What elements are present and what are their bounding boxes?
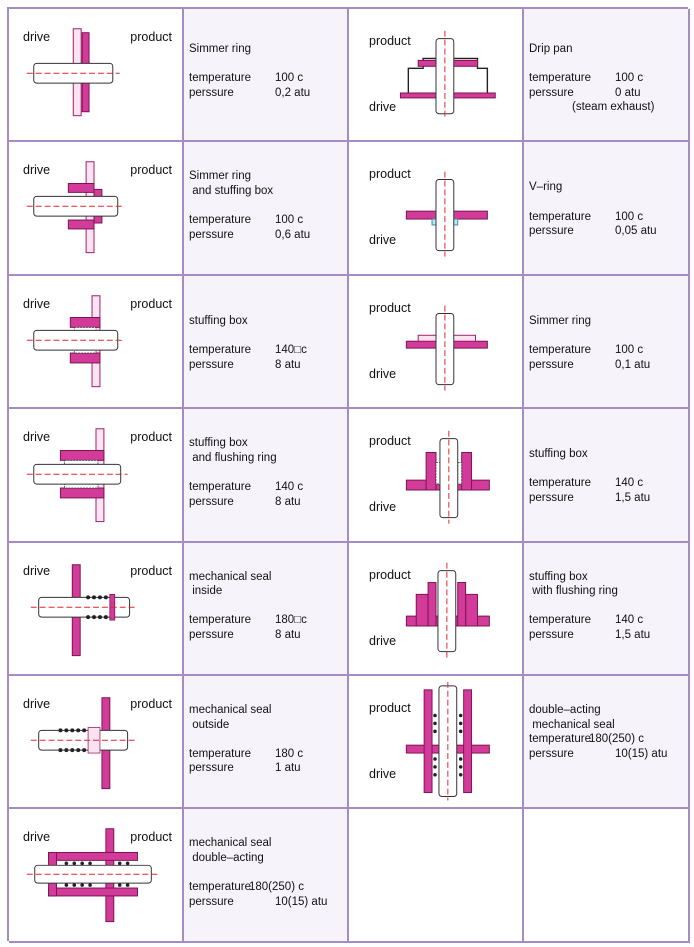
seal-title: Simmer ring and stuffing box [189, 170, 274, 197]
pressure-value: 1,5 atu [615, 628, 651, 641]
product-label: product [369, 567, 411, 582]
drive-label: drive [23, 30, 51, 44]
temperature-label: temperature [529, 477, 592, 490]
seal-info-stuffing-box [184, 276, 349, 409]
drawing-double-acting-mechanical-seal [349, 676, 524, 809]
drive-label: drive [369, 233, 397, 248]
temperature-value: 140 c [275, 480, 304, 493]
drive-label: drive [369, 100, 397, 114]
seal-info-stuffing-box-vertical [524, 409, 690, 542]
pressure-label: perssure [189, 628, 234, 641]
temperature-value: 180□c [275, 614, 307, 627]
drive-label: drive [369, 766, 397, 781]
pressure-label: perssure [189, 86, 234, 99]
temperature-label: temperature [529, 614, 592, 627]
pressure-value: 0,05 atu [615, 225, 657, 238]
seal-info-double-acting-mechanical-seal [524, 676, 690, 809]
empty-cell [524, 809, 690, 942]
product-label: product [369, 700, 411, 715]
seal-title: stuffing box with flushing ring [529, 570, 618, 598]
pressure-label: perssure [529, 628, 574, 641]
pressure-value: 10(15) atu [275, 895, 328, 908]
temperature-value: 140 c [615, 614, 644, 627]
pressure-label: perssure [189, 358, 234, 371]
drive-label: drive [23, 563, 51, 578]
drawing-drip-pan [349, 9, 524, 142]
double-acting-mechanical-seal-icon [349, 676, 522, 807]
stuffing-box-vertical-icon [349, 409, 522, 540]
pressure-value: 1,5 atu [615, 491, 651, 504]
drip-pan-icon [349, 9, 522, 140]
seal-title: stuffing box [189, 314, 248, 327]
pressure-label: perssure [529, 358, 574, 371]
temperature-value: 100 c [275, 72, 304, 85]
product-label: product [369, 434, 411, 449]
drawing-mechanical-seal-inside [9, 543, 184, 676]
seal-info-stuffing-box-flushing-ring-vertical [524, 543, 690, 676]
product-label: product [369, 34, 411, 48]
pressure-label: perssure [529, 225, 574, 238]
product-label: product [130, 830, 172, 845]
pressure-value: 8 atu [275, 358, 301, 371]
seal-comparison-table [7, 7, 688, 941]
product-label: product [130, 563, 172, 578]
temperature-label: temperature [189, 480, 252, 493]
drive-label: drive [23, 430, 51, 445]
pressure-label: perssure [529, 491, 574, 504]
stuffing-box-flushing-ring-vertical-icon [349, 543, 522, 674]
drive-label: drive [369, 633, 397, 648]
pressure-label: perssure [189, 762, 234, 775]
pressure-label: perssure [529, 86, 574, 99]
seal-title: stuffing box [529, 448, 588, 461]
seal-title: double–acting mechanical seal [529, 703, 615, 731]
seal-title: mechanical seal outside [189, 703, 272, 731]
temperature-value: 100 c [275, 214, 304, 227]
temperature-label: temperature [529, 72, 592, 85]
mechanical-seal-inside-icon [9, 543, 182, 674]
product-label: product [369, 300, 411, 315]
drawing-mechanical-seal-outside [9, 676, 184, 809]
empty-cell [349, 809, 524, 942]
temperature-label: temperature [189, 747, 252, 760]
drawing-stuffing-box [9, 276, 184, 409]
seal-title: mechanical seal double–acting [189, 837, 272, 864]
temperature-label: temperature [529, 210, 592, 223]
drawing-mechanical-seal-double-acting [9, 809, 184, 942]
stuffing-box-flushing-ring-icon [9, 409, 182, 540]
seal-info-simmer-ring-stuffing-box [184, 142, 349, 275]
simmer-ring-icon [9, 9, 182, 140]
temperature-label: temperature [529, 343, 592, 356]
drive-label: drive [23, 830, 51, 845]
temperature-label: temperature [189, 343, 252, 356]
drive-label: drive [23, 163, 51, 178]
temperature-value: 180 c [275, 747, 304, 760]
temperature-label: temperature [189, 72, 252, 85]
seal-info-drip-pan [524, 9, 690, 142]
simmer-ring-stuffing-box-icon [9, 142, 182, 273]
pressure-value: 8 atu [275, 495, 301, 508]
stuffing-box-icon [9, 276, 182, 407]
drawing-stuffing-box-flushing-ring-vertical [349, 543, 524, 676]
seal-info-mechanical-seal-double-acting [184, 809, 349, 942]
product-label: product [130, 163, 172, 178]
pressure-value: 8 atu [275, 628, 301, 641]
drive-label: drive [23, 696, 51, 711]
temperature-value: 180(250) c [589, 733, 644, 746]
pressure-value: 1 atu [275, 762, 301, 775]
temperature-value: 100 c [615, 210, 644, 223]
seal-title: V–ring [529, 181, 563, 194]
drive-label: drive [23, 296, 51, 311]
mechanical-seal-double-acting-icon [9, 809, 182, 940]
temperature-label: temperature [189, 614, 252, 627]
pressure-label: perssure [189, 228, 234, 241]
temperature-label: temperature [189, 214, 252, 227]
seal-note: (steam exhaust) [572, 101, 655, 114]
seal-info-v-ring [524, 142, 690, 275]
seal-title: stuffing box and flushing ring [189, 437, 277, 464]
drawing-simmer-ring [9, 9, 184, 142]
seal-title: mechanical seal inside [189, 570, 272, 598]
product-label: product [369, 167, 411, 182]
drawing-stuffing-box-vertical [349, 409, 524, 542]
pressure-value: 0,2 atu [275, 86, 311, 99]
drawing-v-ring [349, 142, 524, 275]
temperature-value: 100 c [615, 72, 644, 85]
product-label: product [130, 30, 172, 44]
seal-info-simmer-ring [184, 9, 349, 142]
temperature-value: 140 c [615, 477, 644, 490]
pressure-label: perssure [529, 747, 574, 760]
product-label: product [130, 430, 172, 445]
drive-label: drive [369, 366, 397, 381]
temperature-value: 100 c [615, 343, 644, 356]
temperature-label: temperature [189, 881, 252, 894]
simmer-ring-vertical-icon [349, 276, 522, 407]
pressure-label: perssure [189, 495, 234, 508]
mechanical-seal-outside-icon [9, 676, 182, 807]
seal-info-mechanical-seal-inside [184, 543, 349, 676]
pressure-label: perssure [189, 895, 234, 908]
seal-title: Drip pan [529, 43, 573, 55]
drawing-simmer-ring-vertical [349, 276, 524, 409]
seal-title: Simmer ring [529, 314, 591, 327]
seal-info-mechanical-seal-outside [184, 676, 349, 809]
seal-info-simmer-ring-vertical [524, 276, 690, 409]
temperature-value: 180(250) c [249, 881, 304, 894]
pressure-value: 0 atu [615, 86, 641, 99]
v-ring-icon [349, 142, 522, 273]
product-label: product [130, 696, 172, 711]
temperature-label: temperature [529, 733, 592, 746]
seal-title: Simmer ring [189, 43, 251, 55]
drive-label: drive [369, 500, 397, 515]
temperature-value: 140□c [275, 343, 307, 356]
drawing-simmer-ring-stuffing-box [9, 142, 184, 275]
pressure-value: 0,1 atu [615, 358, 651, 371]
seal-info-stuffing-box-flushing-ring [184, 409, 349, 542]
drawing-stuffing-box-flushing-ring [9, 409, 184, 542]
product-label: product [130, 296, 172, 311]
pressure-value: 0,6 atu [275, 228, 311, 241]
pressure-value: 10(15) atu [615, 747, 668, 760]
